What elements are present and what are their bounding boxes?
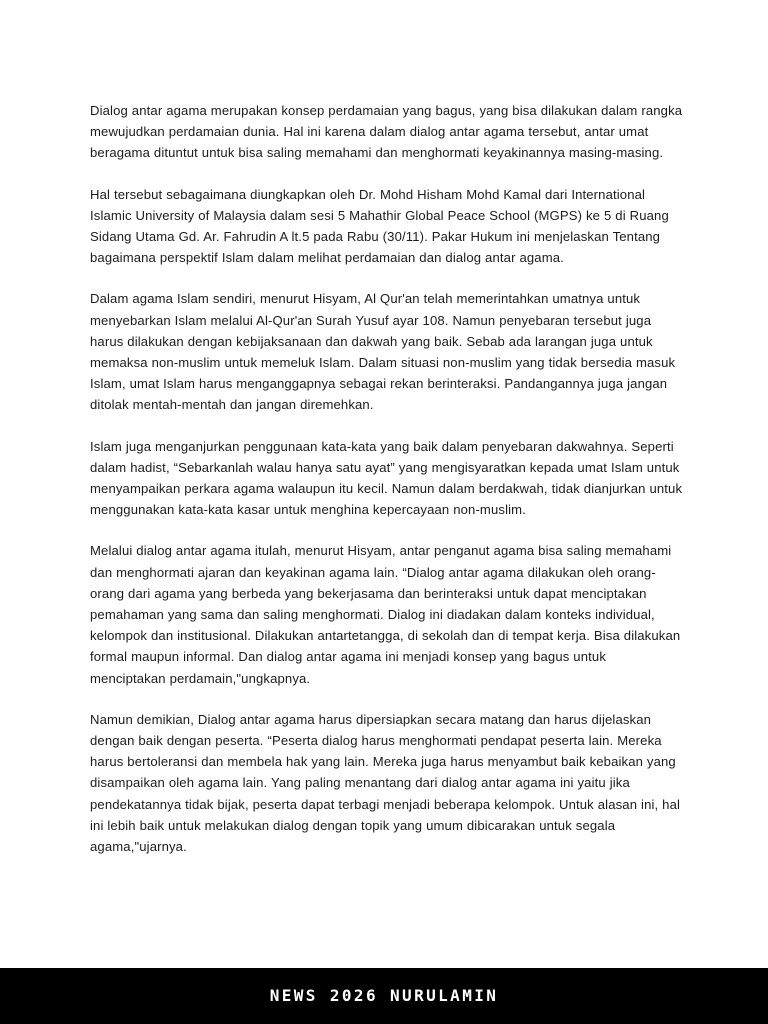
- article-paragraph: Melalui dialog antar agama itulah, menurut Hisyam, antar penganut agama bisa saling memahami dan menghormati ajaran dan keyakinan agama lain. “Dialog antar agama dilakukan oleh orang-orang dari agama yang berbeda yang bekerjasama dan berinteraksi untuk dapat menciptakan pemahaman yang sama dan saling menghormati. Dialog ini diadakan dalam konteks individual, kelompok dan institusional. Dilakukan antartetangga, di sekolah dan di tempat kerja. Bisa dilakukan formal maupun informal. Dan dialog antar agama ini menjadi konsep yang bagus untuk menciptakan perdamain,"ungkapnya.: [90, 543, 681, 686]
- article-paragraph: Dalam agama Islam sendiri, menurut Hisyam, Al Qur'an telah memerintahkan umatnya untuk menyebarkan Islam melalui Al-Qur'an Surah Yusuf ayar 108. Namun penyebaran tersebut juga harus dilakukan dengan kebijaksanaan dan dakwah yang baik. Sebab ada larangan juga untuk memaksa non-muslim untuk memeluk Islam. Dalam situasi non-muslim yang tidak bersedia masuk Islam, umat Islam harus menganggapnya sebagai rekan berinteraksi. Pandangannya juga jangan ditolak mentah-mentah dan jangan diremehkan.: [90, 291, 676, 413]
- article-paragraph: Hal tersebut sebagaimana diungkapkan oleh Dr. Mohd Hisham Mohd Kamal dari International Islamic University of Malaysia dalam sesi 5 Mahathir Global Peace School (MGPS) ke 5 di Ruang Sidang Utama Gd. Ar. Fahrudin A lt.5 pada Rabu (30/11). Pakar Hukum ini menjelaskan Tentang bagaimana perspektif Islam dalam melihat perdamaian dan dialog antar agama.: [90, 186, 669, 266]
- footer-label: NEWS 2026 NURULAMIN: [269, 986, 499, 1005]
- footer-bar: [0, 968, 768, 1024]
- article-paragraph: Namun demikian, Dialog antar agama harus dipersiapkan secara matang dan harus dijelaskan dengan baik dengan peserta. “Peserta dialog harus menghormati pendapat peserta lain. Mereka harus bertoleransi dan membela hak yang lain. Mereka juga harus menyambut baik kebaikan yang disampaikan oleh agama lain. Yang paling menantang dari dialog antar agama ini yaitu jika pendekatannya tidak bijak, peserta dapat terbagi menjadi beberapa kelompok. Untuk alasan ini, hal ini lebih baik untuk melakukan dialog dengan topik yang umum dibicarakan untuk segala agama,"ujarnya.: [90, 711, 681, 855]
- article-paragraph: Islam juga menganjurkan penggunaan kata-kata yang baik dalam penyebaran dakwahnya. Seperti dalam hadist, “Sebarkanlah walau hanya satu ayat” yang mengisyaratkan kepada umat Islam untuk menyampaikan perkara agama walaupun itu kecil. Namun dalam berdakwah, tidak dianjurkan untuk menggunakan kata-kata kasar untuk menghina kepercayaan non-muslim.: [90, 438, 683, 518]
- article-body: [90, 100, 684, 857]
- article-paragraph: Dialog antar agama merupakan konsep perdamaian yang bagus, yang bisa dilakukan dalam rangka mewujudkan perdamaian dunia. Hal ini karena dalam dialog antar agama tersebut, antar umat beragama dituntut untuk bisa saling memahami dan menghormati keyakinannya masing-masing.: [90, 103, 683, 161]
